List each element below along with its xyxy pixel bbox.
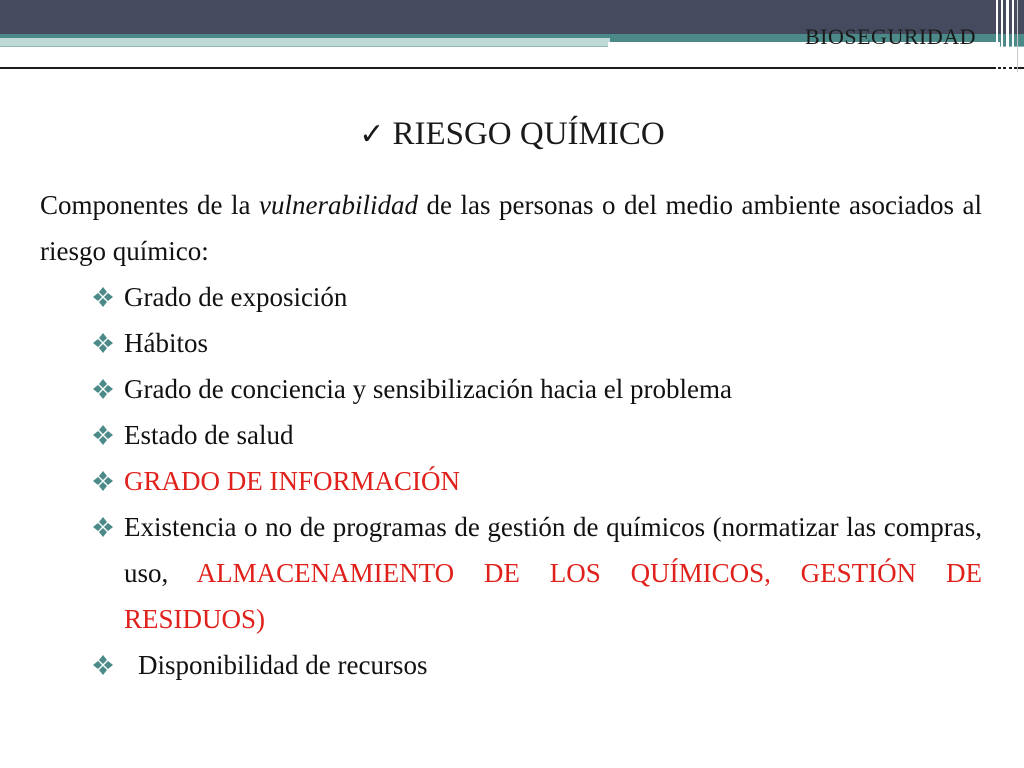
slide-body bbox=[40, 182, 982, 688]
bullet-text-highlight-part: ALMACENAMIENTO DE LOS QUÍMICOS, GESTIÓN DE RESIDUOS) bbox=[124, 558, 982, 634]
diamond-flower-icon bbox=[92, 516, 114, 538]
bullet-text: Hábitos bbox=[124, 328, 208, 358]
list-item bbox=[92, 320, 982, 366]
intro-paragraph bbox=[40, 182, 982, 274]
bullet-text: Estado de salud bbox=[124, 420, 294, 450]
list-item bbox=[92, 504, 982, 642]
list-item bbox=[92, 274, 982, 320]
check-icon: ✓ bbox=[359, 118, 385, 151]
slide-title bbox=[0, 116, 1024, 153]
diamond-flower-icon bbox=[92, 332, 114, 354]
list-item bbox=[92, 642, 982, 688]
diamond-flower-icon bbox=[92, 470, 114, 492]
diamond-flower-icon bbox=[92, 654, 114, 676]
bullet-text: Grado de exposición bbox=[124, 282, 348, 312]
list-item bbox=[92, 458, 982, 504]
diamond-flower-icon bbox=[92, 424, 114, 446]
list-item bbox=[92, 412, 982, 458]
slide-header bbox=[0, 0, 1024, 72]
bullet-text-highlight: GRADO DE INFORMACIÓN bbox=[124, 466, 461, 496]
diamond-flower-icon bbox=[92, 286, 114, 308]
intro-text-end: de las personas o del medio ambiente asociados al riesgo químico: bbox=[40, 190, 982, 266]
header-brand: BIOSEGURIDAD bbox=[805, 24, 976, 49]
header-bottom-rule bbox=[0, 67, 1024, 69]
header-teal-light-band bbox=[0, 38, 610, 46]
bullet-text bbox=[124, 642, 982, 688]
intro-text-start: Componentes de la bbox=[40, 190, 260, 220]
bullet-list bbox=[40, 274, 982, 688]
bullet-text-multiline bbox=[124, 504, 982, 642]
list-item bbox=[92, 366, 982, 412]
bullet-text: Grado de conciencia y sensibilización hacia el problema bbox=[124, 374, 732, 404]
bullet-text-plain-part: Existencia o no de programas de gestión de químicos (normatizar las compras, uso, bbox=[124, 512, 982, 588]
intro-italic-word: vulnerabilidad bbox=[259, 190, 418, 220]
slide-title-text: RIESGO QUÍMICO bbox=[392, 116, 665, 152]
bullet-text-value: Disponibilidad de recursos bbox=[138, 650, 428, 680]
diamond-flower-icon bbox=[92, 378, 114, 400]
header-vertical-stripes bbox=[994, 0, 1024, 72]
